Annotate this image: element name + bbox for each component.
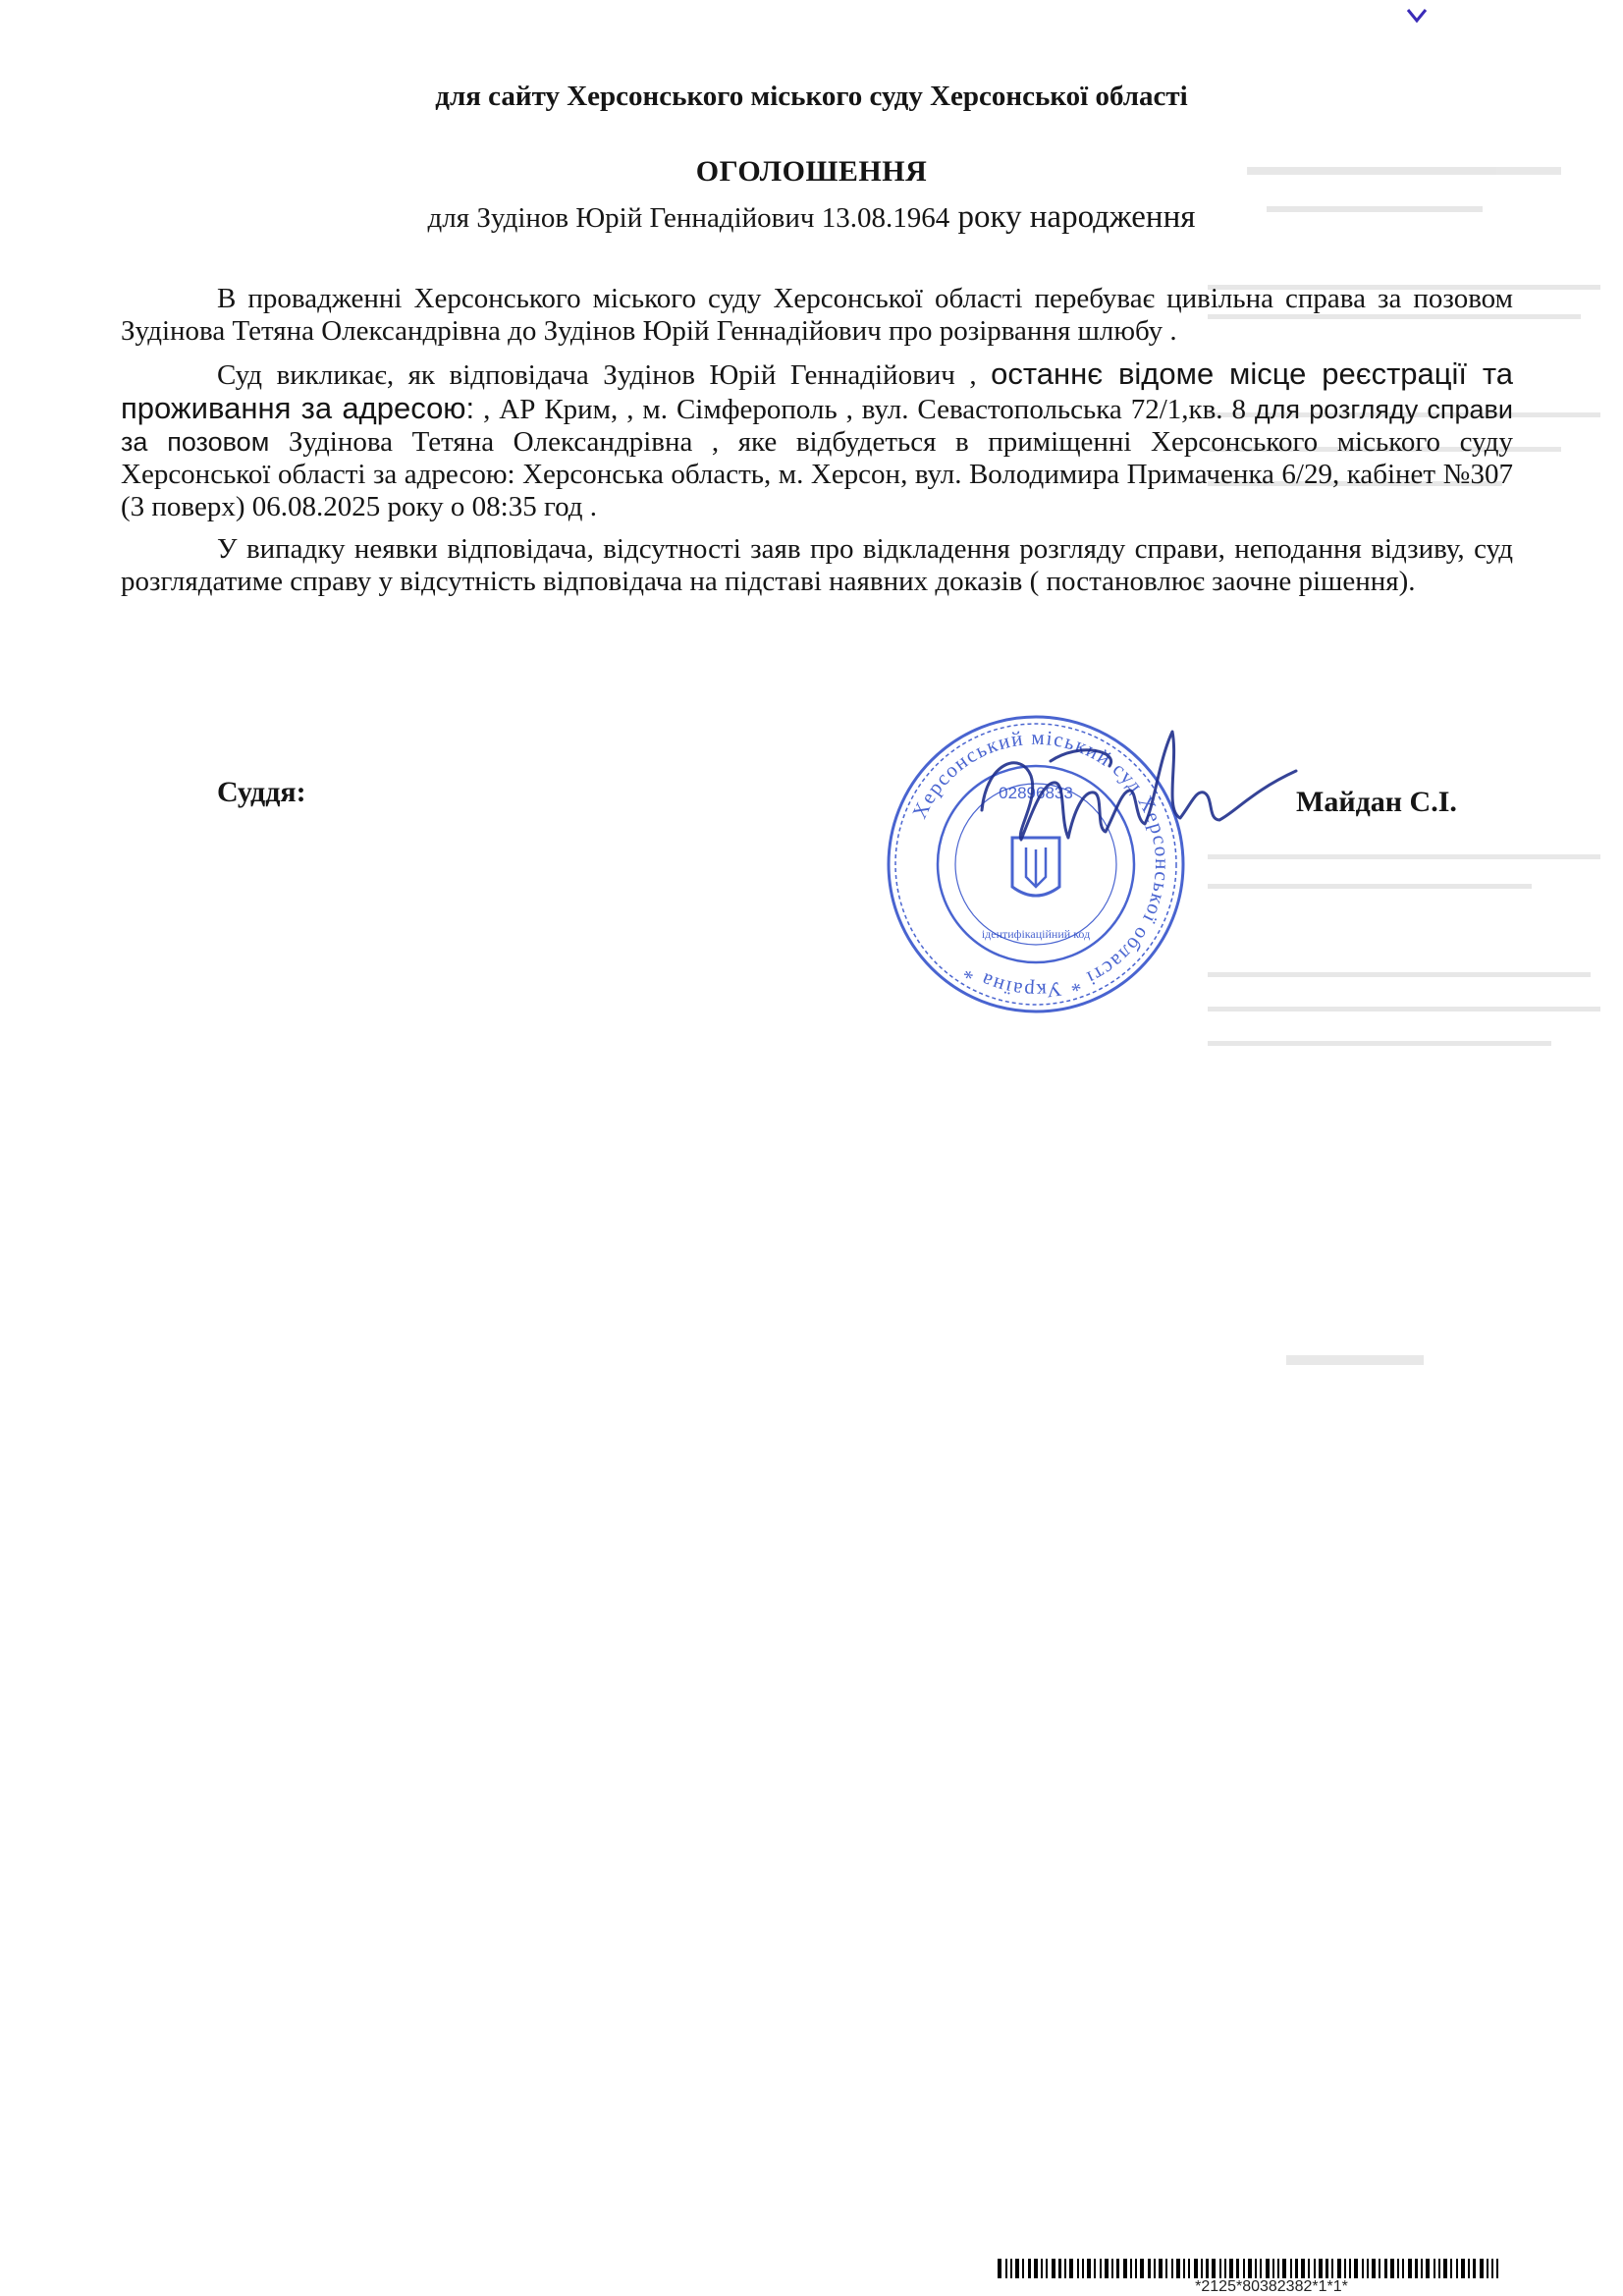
paragraph-case: В провадженні Херсонського міського суду Херсонської області перебуває цивільна справа за позовом Зудінова Тетяна Олександрівна до Зудінов Юрій Геннадійович про розірвання шлюбу . [121,283,1513,347]
summons-part-3: , АР Крим, , м. Сімферополь , вул. Севастопольська 72/1,кв. 8 [474,394,1255,425]
ink-mark [1406,8,1428,24]
handwritten-signature [962,722,1306,869]
summons-part-1: Суд викликає, як відповідача Зудінов Юрій Геннадійович , [217,359,992,391]
svg-text:ідентифікаційний код: ідентифікаційний код [981,927,1091,941]
barcode-number: *2125*80382382*1*1* [1195,2278,1348,2295]
summons-part-4: для розгляду справи за позовом [121,395,1513,457]
summons-part-2: останнє відоме місце реєстрації та проживання за адресою: [121,356,1513,425]
svg-text:02896833: 02896833 [999,784,1073,802]
judge-label: Суддя: [217,776,306,808]
judge-name: Майдан С.І. [1296,786,1457,818]
paragraph-summons [121,357,1513,523]
document-header: для сайту Херсонського міського суду Херсонської області [435,81,1188,112]
paragraph-warning: У випадку неявки відповідача, відсутності заяв про відкладення розгляду справи, неподання відзиву, суд розглядатиме справу у відсутність відповідача на підставі наявних доказів ( постановлює заочне рішення). [121,533,1513,597]
announcement-body [121,283,1513,608]
document-title: ОГОЛОШЕННЯ [695,155,928,188]
document-subtitle [0,199,1623,236]
svg-text:Херсонський міський суд Херсон: Херсонський міський суд Херсонської області * Україна * [907,725,1175,1004]
subtitle-suffix: року народження [949,199,1196,235]
barcode [998,2259,1498,2278]
subtitle-prefix: для Зудінов Юрій Геннадійович 13.08.1964 [427,202,950,234]
summons-part-5: Зудінова Тетяна Олександрівна , яке відбудеться в приміщенні Херсонського міського суду Херсонської області за адресою: Херсонська область, м. Херсон, вул. Володимира Примаченка 6/29, кабінет №307 (3 поверх) 06.08.2025 року о 08:35 год . [121,426,1513,522]
